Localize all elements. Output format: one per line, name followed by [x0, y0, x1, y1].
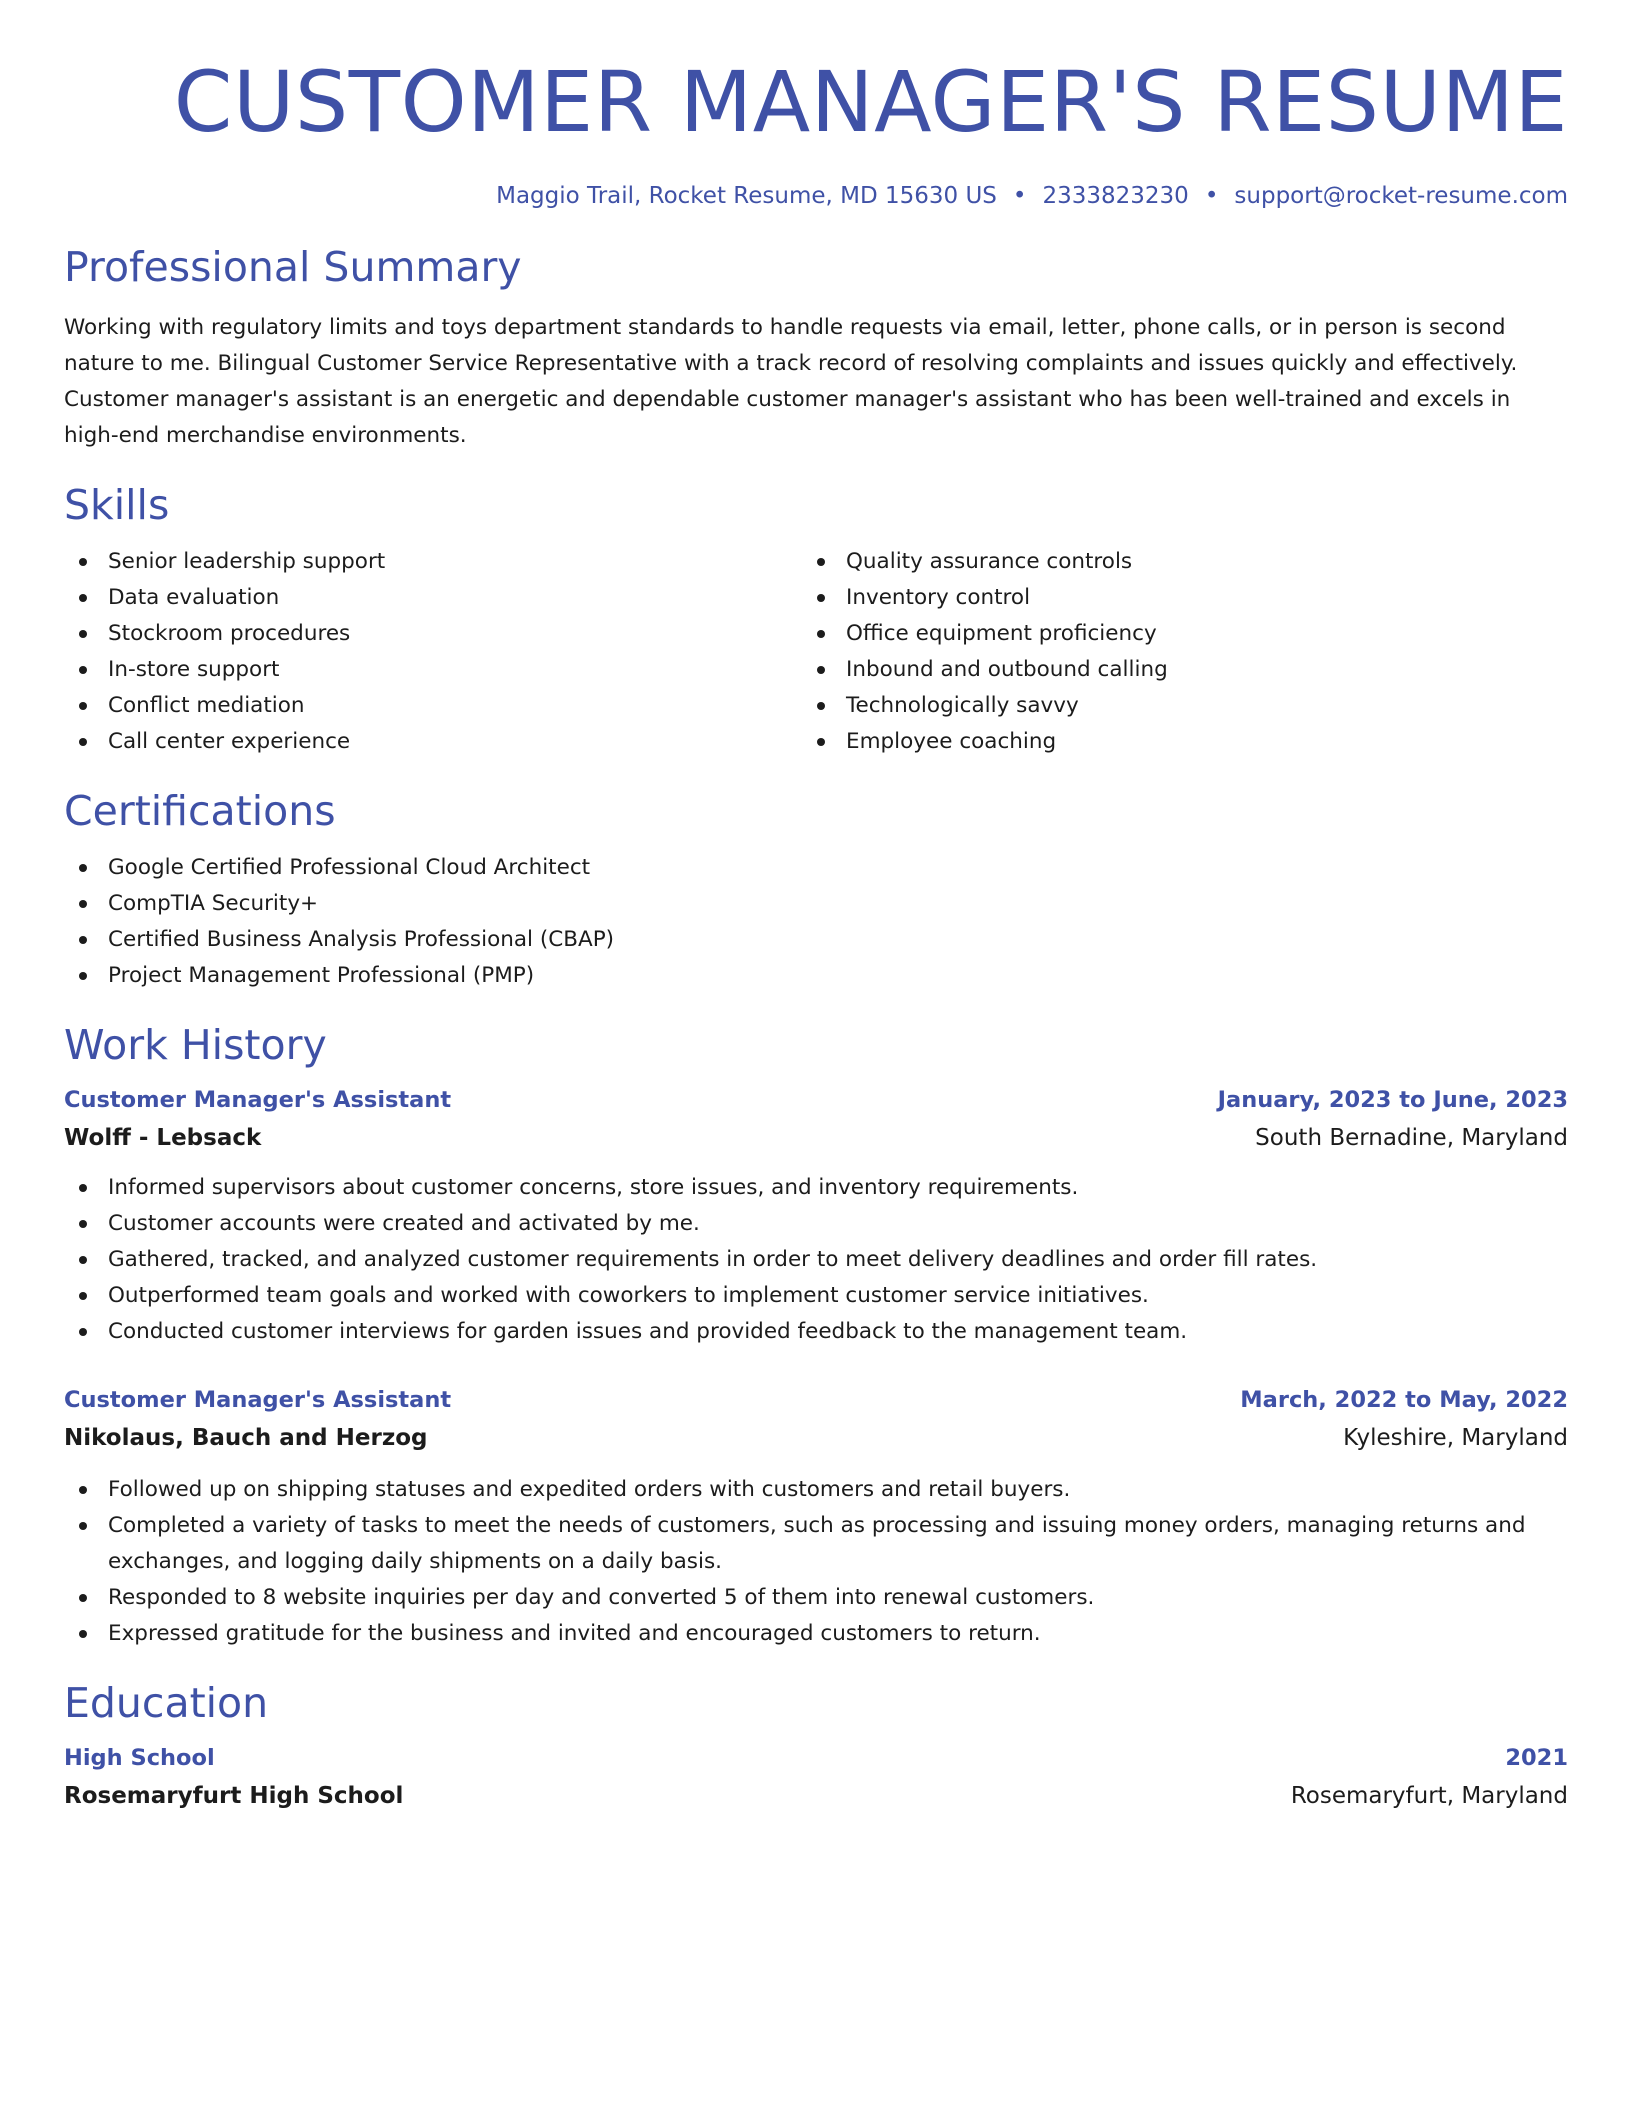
certifications-list — [64, 850, 1568, 994]
skill-item: Technologically savvy — [802, 688, 1568, 724]
job-duty: Followed up on shipping statuses and expedited orders with customers and retail buyers. — [64, 1472, 1568, 1508]
certification-item: CompTIA Security+ — [64, 886, 1568, 922]
work-history-heading: Work History — [64, 1021, 327, 1069]
skill-item: Employee coaching — [802, 724, 1568, 760]
job-dates: March, 2022 to May, 2022 — [1240, 1387, 1568, 1413]
job-entry — [64, 1082, 1568, 1350]
contact-phone: 2333823230 — [1042, 183, 1189, 209]
certification-item: Certified Business Analysis Professional (CBAP) — [64, 922, 1568, 958]
education-heading: Education — [64, 1679, 269, 1727]
skill-item: Inventory control — [802, 580, 1568, 616]
certification-item: Project Management Professional (PMP) — [64, 958, 1568, 994]
employer-row — [64, 1418, 1568, 1458]
education-entry — [64, 1740, 1568, 1816]
skill-item: Senior leadership support — [64, 544, 802, 580]
certifications-section — [64, 786, 1568, 994]
employer-row — [64, 1118, 1568, 1158]
job-duties-list — [64, 1472, 1568, 1652]
skills-list-right — [802, 544, 1568, 760]
school-location: Rosemaryfurt, Maryland — [1290, 1783, 1568, 1809]
contact-email[interactable]: support@rocket-resume.com — [1234, 183, 1568, 209]
skill-item: Stockroom procedures — [64, 616, 802, 652]
skill-item: Quality assurance controls — [802, 544, 1568, 580]
education-section — [64, 1678, 1568, 1816]
employer-name: Wolff - Lebsack — [64, 1125, 262, 1151]
job-title: Customer Manager's Assistant — [64, 1087, 452, 1113]
school-row — [64, 1776, 1568, 1816]
job-duty: Responded to 8 website inquiries per day and converted 5 of them into renewal customers. — [64, 1580, 1568, 1616]
job-location: Kyleshire, Maryland — [1343, 1425, 1568, 1451]
summary-section — [64, 242, 1568, 454]
job-duty: Completed a variety of tasks to meet the needs of customers, such as processing and issuing money orders, managing returns and exchanges, and logging daily shipments on a daily basis. — [64, 1508, 1568, 1580]
contact-line — [64, 180, 1568, 212]
certifications-heading: Certifications — [64, 787, 336, 835]
skill-item: Call center experience — [64, 724, 802, 760]
summary-text: Working with regulatory limits and toys department standards to handle requests via email, letter, phone calls, or in person is second nature to me. Bilingual Customer Service Representative with a track record of resolving complaints and issues quickly and effectively. Customer manager's assistant is an energetic and dependable customer manager's assistant who has been well-trained and excels in high-end merchandise environments. — [64, 315, 1518, 448]
employer-name: Nikolaus, Bauch and Herzog — [64, 1425, 428, 1451]
skill-item: Data evaluation — [64, 580, 802, 616]
contact-separator: • — [1204, 183, 1219, 209]
job-duty: Conducted customer interviews for garden issues and provided feedback to the management team. — [64, 1314, 1568, 1350]
job-title-row — [64, 1382, 1568, 1418]
job-title: Customer Manager's Assistant — [64, 1387, 452, 1413]
job-location: South Bernadine, Maryland — [1255, 1125, 1568, 1151]
job-duty: Expressed gratitude for the business and invited and encouraged customers to return. — [64, 1616, 1568, 1652]
skills-heading: Skills — [64, 481, 170, 529]
job-title-row — [64, 1082, 1568, 1118]
contact-separator: • — [1012, 183, 1027, 209]
job-duty: Gathered, tracked, and analyzed customer requirements in order to meet delivery deadlines and order fill rates. — [64, 1242, 1568, 1278]
certification-item: Google Certified Professional Cloud Architect — [64, 850, 1568, 886]
school-name: Rosemaryfurt High School — [64, 1783, 404, 1809]
skills-list-left — [64, 544, 802, 760]
skill-item: Office equipment proficiency — [802, 616, 1568, 652]
work-history-section — [64, 1020, 1568, 1652]
degree-row — [64, 1740, 1568, 1776]
contact-address: Maggio Trail, Rocket Resume, MD 15630 US — [496, 183, 997, 209]
job-duty: Customer accounts were created and activated by me. — [64, 1206, 1568, 1242]
skills-grid — [64, 544, 1568, 760]
skills-section — [64, 480, 1568, 760]
skill-item: Conflict mediation — [64, 688, 802, 724]
skill-item: Inbound and outbound calling — [802, 652, 1568, 688]
job-entry — [64, 1382, 1568, 1652]
job-duties-list — [64, 1170, 1568, 1350]
summary-heading: Professional Summary — [64, 243, 522, 291]
job-duty: Outperformed team goals and worked with coworkers to implement customer service initiatives. — [64, 1278, 1568, 1314]
job-duty: Informed supervisors about customer concerns, store issues, and inventory requirements. — [64, 1170, 1568, 1206]
skill-item: In-store support — [64, 652, 802, 688]
resume-title: CUSTOMER MANAGER'S RESUME — [173, 53, 1568, 151]
degree-name: High School — [64, 1745, 215, 1771]
graduation-year: 2021 — [1505, 1745, 1568, 1771]
job-dates: January, 2023 to June, 2023 — [1217, 1087, 1568, 1113]
